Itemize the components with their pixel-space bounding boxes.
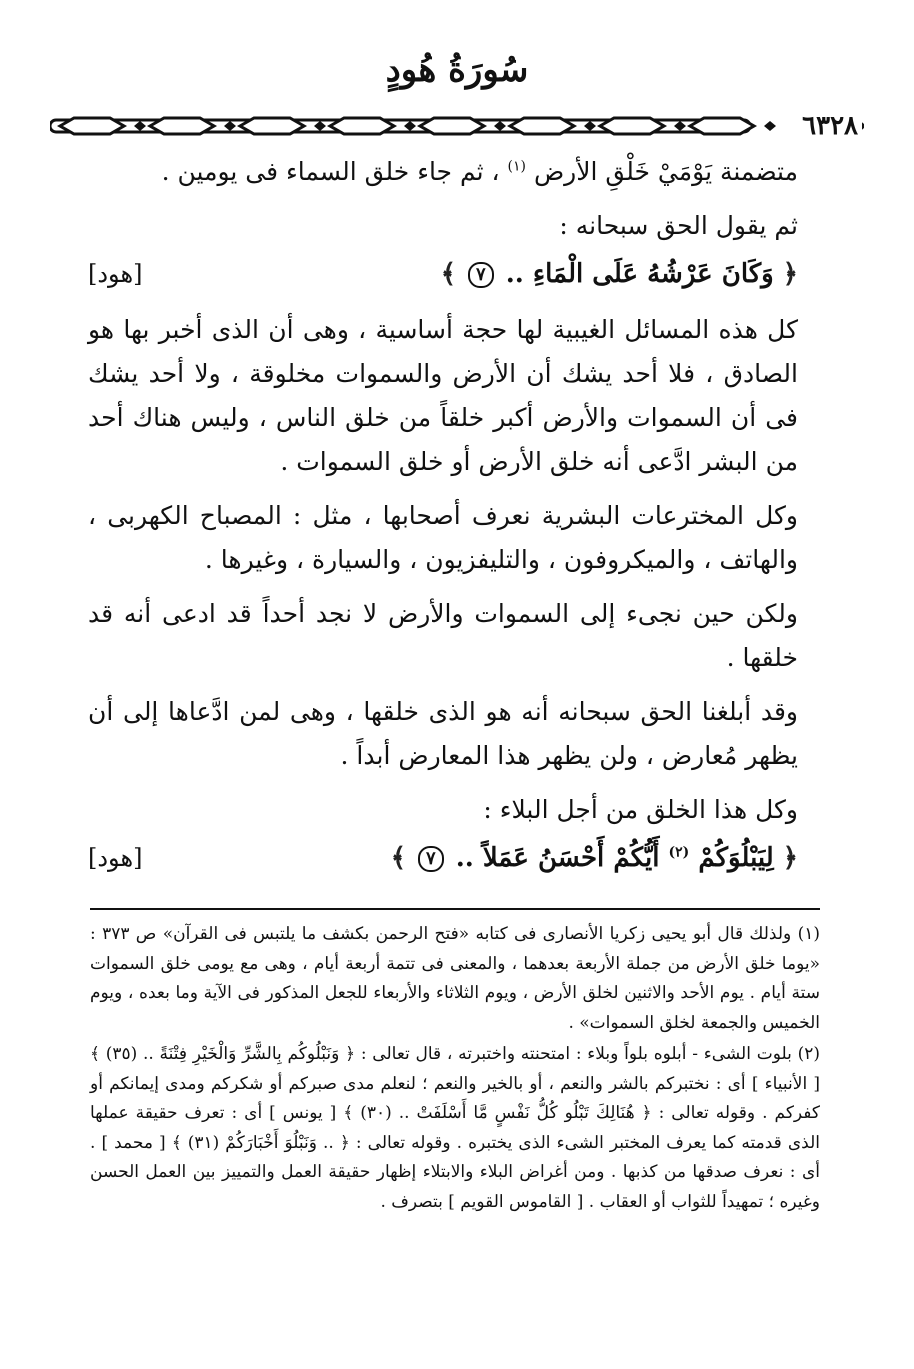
surah-title: سُورَةُ هُودٍ xyxy=(385,50,529,90)
paragraph-4: وكل المخترعات البشرية نعرف أصحابها ، مثل : المصباح الكهربى ، والهاتف ، والميكروفون ، والتليفزيون ، والسيارة ، وغيرها . xyxy=(88,501,798,574)
quran-verse-2 xyxy=(88,836,798,886)
ayah-number-badge: ٧ xyxy=(418,846,444,872)
ayah-number-badge: ٧ xyxy=(468,262,494,288)
footnote-2: (٢) بلوت الشىء - أبلوه بلواً وبلاء : امتحنته واختبرته ، قال تعالى : ﴿ وَنَبْلُوكُم بِالشَّرِّ وَالْخَيْرِ فِتْنَةً .. (٣٥) ﴾ [ الأنبياء ] أى : نختبركم بالشر والنعم ، أو بالخير والنعم ؛ لنعلم مدى صبركم أو شكركم ومدى إيمانكم أو كفركم . وقوله تعالى : ﴿ هُنَالِكَ تَبْلُو كُلُّ نَفْسٍ مَّا أَسْلَفَتْ .. (٣٠) ﴾ [ يونس ] أى : تعرف حقيقة عملها الذى قدمته كما يعرف المختبر الشىء الذى يختبره . وقوله تعالى : ﴿ .. وَنَبْلُوَ أَخْبَارَكُمْ (٣١) ﴾ [ محمد ] . أى : نعرف صدقها من كذبها . ومن أغراض البلاء والابتلاء إظهار حقيقة العمل والتمييز بين العمل الحسن وغيره ؛ تمهيداً للثواب أو العقاب . [ القاموس القويم ] بتصرف . xyxy=(90,1044,820,1212)
verse-text: وَكَانَ عَرْشُهُ عَلَى الْمَاءِ .. xyxy=(505,259,774,289)
footnotes-section xyxy=(90,920,820,1217)
verse-close-bracket: ﴾ xyxy=(390,843,406,873)
footnote-1: (١) ولذلك قال أبو يحيى زكريا الأنصارى فى كتابه «فتح الرحمن بكشف ما يلتبس فى القرآن» ص ٣٧٣ : «يوما خلق الأرض من جملة الأربعة بعدهما ، والمعنى فى تتمة أربعة أيام ، وهى مع يومى خلق السموات ستة أيام . يوم الأحد والاثنين لخلق الأرض ، ويوم الثلاثاء والأربعاء للجعل المذكور فى الآية وما بعده ، ويوم الخميس والجمعة لخلق السموات» . xyxy=(90,924,820,1033)
ornament-border-icon xyxy=(50,112,864,142)
quran-verse-1 xyxy=(88,252,798,302)
footnote-marker-2[interactable]: (٢) xyxy=(668,844,690,861)
page-number: ٦٣٢٨ xyxy=(798,110,862,142)
verse-text-part-1: لِيَبْلُوَكُمْ xyxy=(698,843,774,873)
verse-open-bracket: ﴿ xyxy=(782,259,798,289)
paragraph-5: ولكن حين نجىء إلى السموات والأرض لا نجد أحداً قد ادعى أنه قد خلقها . xyxy=(88,599,798,672)
header-ornament-band xyxy=(50,112,864,142)
paragraph-3: كل هذه المسائل الغيبية لها حجة أساسية ، وهى أن الذى أخبر بها هو الصادق ، فلا أحد يشك أن الأرض والسموات مخلوقة ، ولا أحد يشك فى أن السموات والأرض أكبر خلقاً من خلق الناس ، وليس هناك أحد من البشر ادَّعى أنه خلق الأرض أو خلق السموات . xyxy=(88,315,798,476)
main-text xyxy=(88,150,798,892)
paragraph-continuation: متضمنة يَوْمَيْ خَلْقِ الأرض $^{(١)}$ ، ثم جاء خلق السماء فى يومين . xyxy=(161,157,798,186)
footnote-marker-1[interactable]: (١) xyxy=(507,158,526,175)
footnote-divider xyxy=(90,908,820,910)
paragraph-intro-verse-1: ثم يقول الحق سبحانه : xyxy=(559,211,798,240)
verse-reference: [هود] xyxy=(88,260,143,288)
verse-open-bracket: ﴿ xyxy=(782,843,798,873)
verse-text-part-2: أَيُّكُمْ أَحْسَنُ عَمَلاً .. xyxy=(455,843,660,873)
paragraph-6: وقد أبلغنا الحق سبحانه أنه هو الذى خلقها ، وهى لمن ادَّعاها إلى أن يظهر مُعارض ، ولن يظهر هذا المعارض أبداً . xyxy=(88,697,798,770)
verse-close-bracket: ﴾ xyxy=(440,259,456,289)
paragraph-intro-verse-2: وكل هذا الخلق من أجل البلاء : xyxy=(483,795,798,824)
verse-reference: [هود] xyxy=(88,844,143,872)
